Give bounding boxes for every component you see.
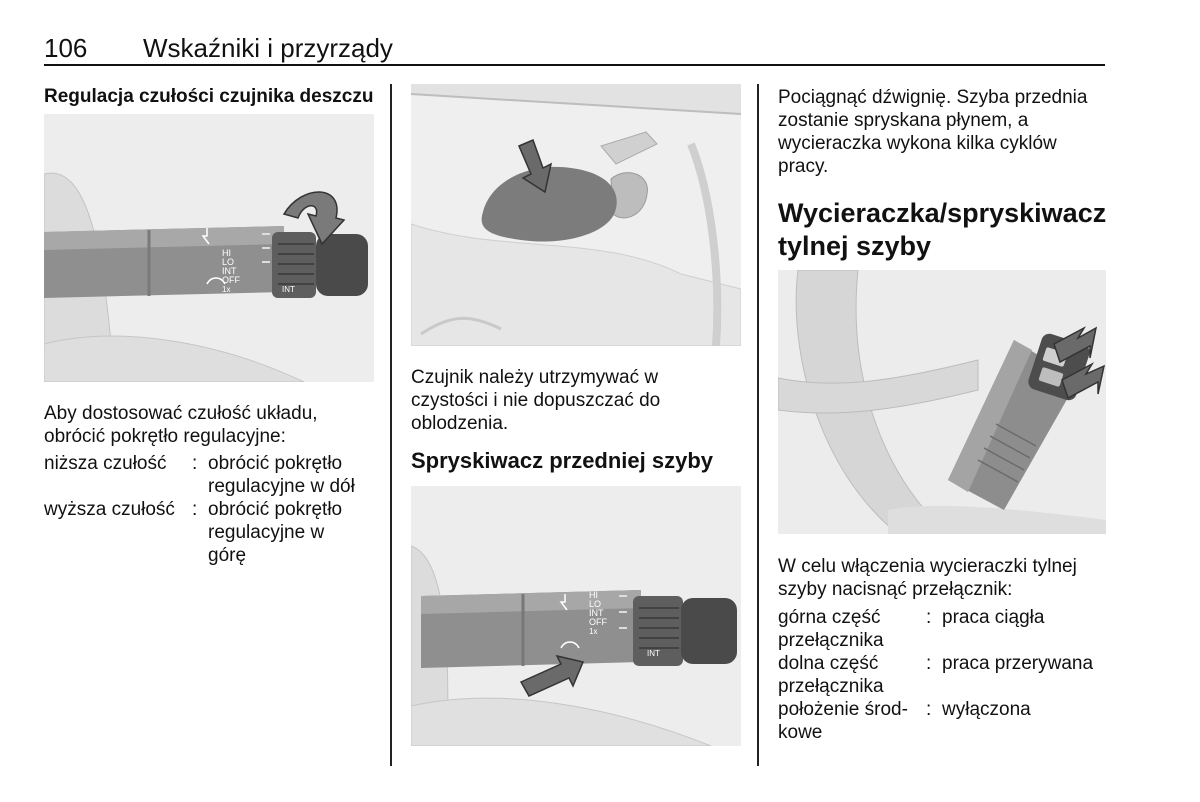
definition-desc-line: regulacyjne w <box>208 522 325 543</box>
definition-description: praca przerywana <box>942 653 1094 674</box>
col2-para-line-3: oblodzenia. <box>411 413 509 434</box>
figure-rain-sensor-windshield <box>411 84 741 346</box>
col1-intro-line-2: obrócić pokrętło regulacyjne: <box>44 426 286 447</box>
definition-separator: : <box>192 453 198 474</box>
figure-label-hi: HI <box>589 590 598 600</box>
header-rule <box>44 64 1105 66</box>
front-washer-heading: Spryskiwacz przedniej szyby <box>411 448 714 473</box>
figure-label-dial-int: INT <box>282 285 295 294</box>
definition-separator: : <box>192 499 198 520</box>
definition-desc-line: obrócić pokrętło <box>208 499 343 520</box>
definition-term-line: dolna część <box>778 653 879 674</box>
definition-term: niższa czułość <box>44 453 167 474</box>
rear-wiper-heading-line-2: tylnej szyby <box>778 231 932 261</box>
col3-para-line-1: Pociągnąć dźwignię. Szyba przednia <box>778 87 1088 108</box>
figure-label-lo: LO <box>589 599 602 609</box>
figure-label-1x: 1x <box>589 627 598 636</box>
definition-term <box>778 606 926 652</box>
definition-desc-line: regulacyjne w dół <box>208 476 355 497</box>
definition-term-line: kowe <box>778 722 823 743</box>
figure-front-washer-lever <box>411 486 741 746</box>
definition-term-line: górna część <box>778 607 881 628</box>
figure-label-off: OFF <box>222 275 240 285</box>
rear-wiper-heading-line-1: Wycieraczka/spryskiwacz <box>778 198 1107 228</box>
col2-para-line-2: czystości i nie dopuszczać do <box>411 390 661 411</box>
rain-sensor-heading: Regulacja czułości czujnika deszczu <box>44 86 374 107</box>
definition-term <box>778 698 926 744</box>
definition-term-line: przełącznika <box>778 676 884 697</box>
figure-label-int: INT <box>222 266 237 276</box>
definition-desc-line: obrócić pokrętło <box>208 453 343 474</box>
definition-desc-line: górę <box>208 545 247 566</box>
figure-label-dial-int: INT <box>647 649 660 658</box>
definition-term: wyższa czułość <box>44 499 175 520</box>
definition-term <box>778 652 926 698</box>
definition-separator: : <box>926 653 932 674</box>
definition-description <box>208 498 355 567</box>
figure-label-1x: 1x <box>222 285 231 294</box>
section-title: Wskaźniki i przyrządy <box>143 33 393 63</box>
definition-row <box>778 698 1093 744</box>
definition-row <box>778 652 1093 698</box>
page-number: 106 <box>44 33 88 63</box>
definition-term-line: położenie środ- <box>778 699 908 720</box>
col3-para-line-2: zostanie spryskana płynem, a <box>778 110 1029 131</box>
definition-description: wyłączona <box>942 699 1031 720</box>
rear-switch-definitions <box>778 606 1093 744</box>
col1-intro-line-1: Aby dostosować czułość układu, <box>44 403 318 424</box>
definition-description: praca ciągła <box>942 607 1045 628</box>
figure-label-hi: HI <box>222 248 231 258</box>
col3-intro-line-2: szyby nacisnąć przełącznik: <box>778 579 1013 600</box>
figure-label-lo: LO <box>222 257 235 267</box>
definition-description <box>208 452 355 498</box>
col3-para-line-4: pracy. <box>778 156 829 177</box>
definition-separator: : <box>926 699 932 720</box>
figure-rain-sensor-dial <box>44 114 374 382</box>
definition-row <box>44 498 355 567</box>
definition-row <box>778 606 1093 652</box>
column-divider-1 <box>390 84 392 766</box>
definition-term-line: przełącznika <box>778 630 884 651</box>
col3-para-line-3: wycieraczka wykona kilka cyklów <box>778 133 1057 154</box>
sensitivity-definitions <box>44 452 355 567</box>
column-divider-2 <box>757 84 759 766</box>
col3-intro-line-1: W celu włączenia wycieraczki tylnej <box>778 556 1077 577</box>
figure-label-int: INT <box>589 608 604 618</box>
figure-rear-wiper-switch <box>778 270 1106 534</box>
definition-separator: : <box>926 607 932 628</box>
figure-label-off: OFF <box>589 617 607 627</box>
col2-para-line-1: Czujnik należy utrzymywać w <box>411 367 659 388</box>
definition-row <box>44 452 355 498</box>
